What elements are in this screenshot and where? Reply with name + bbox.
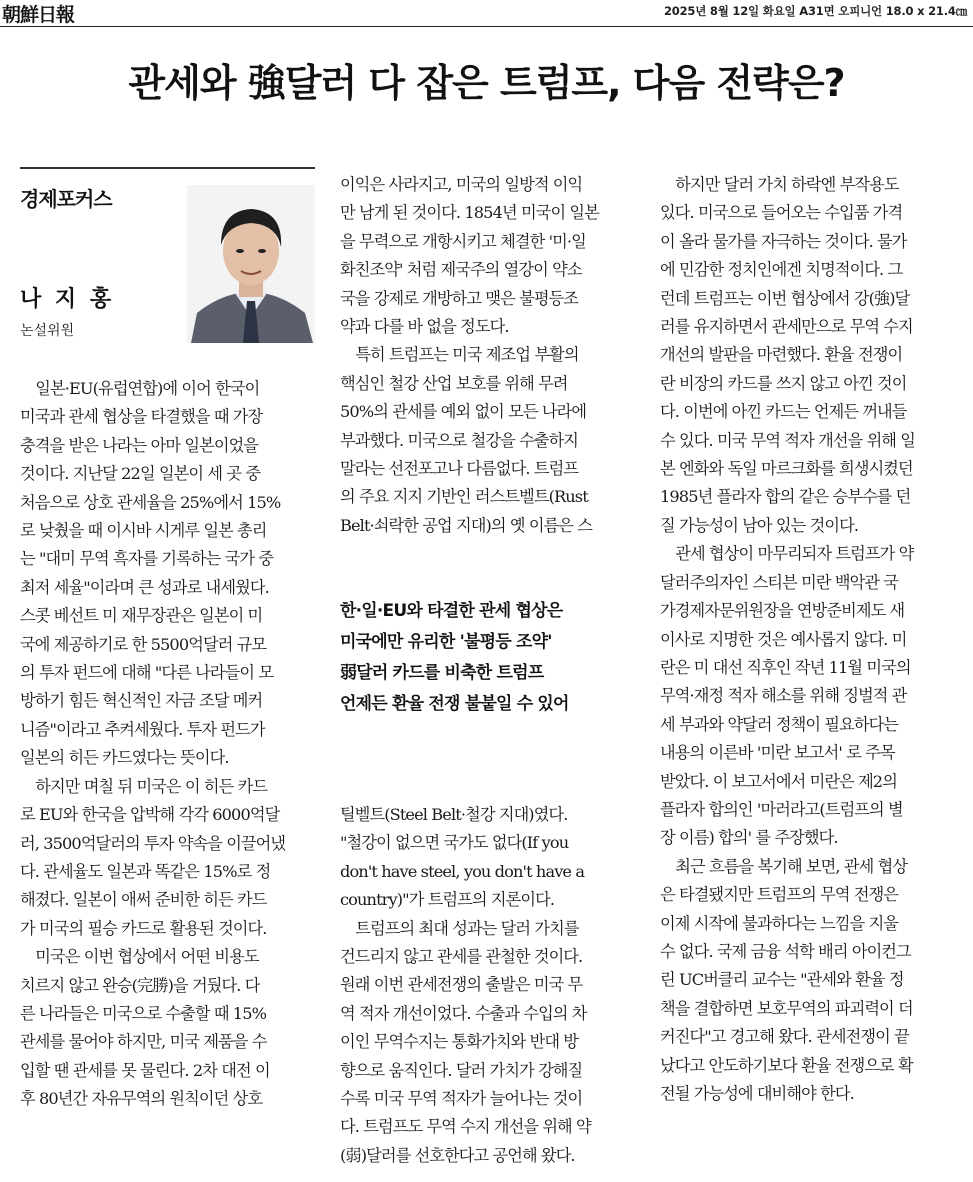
body-line: 역 적자 개선이었다. 수출과 수입의 차 <box>340 1003 587 1023</box>
body-line: 전될 가능성에 대비해야 한다. <box>660 1084 854 1103</box>
body-line: 이제 시작에 불과하다는 느낌을 지울 <box>660 913 899 933</box>
body-line: 방하기 힘든 혁신적인 자금 조달 메커 <box>20 691 263 711</box>
author-title: 논설위원 <box>20 323 75 339</box>
body-line: 가경제자문위원장을 연방준비제도 새 <box>660 601 905 621</box>
body-line: 니즘"이라고 추켜세웠다. 투자 펀드가 <box>20 719 265 739</box>
body-line: 하지만 달러 가치 하락엔 부작용도 <box>660 175 899 194</box>
body-line: country)"가 트럼프의 지론이다. <box>340 890 555 910</box>
body-line: (弱)달러를 선호한다고 공언해 왔다. <box>340 1145 575 1165</box>
body-line: 향으로 움직인다. 달러 가치가 강해질 <box>340 1060 583 1080</box>
body-line: 약과 다를 바 없을 정도다. <box>340 317 509 337</box>
body-line: 부과했다. 미국으로 철강을 수출하지 <box>340 430 579 450</box>
dateline: 2025년 8월 12일 화요일 A31면 오피니언 18.0 x 21.4㎝ <box>663 4 967 18</box>
body-line: 로 낮췄을 때 이시바 시게루 일본 총리 <box>20 521 267 541</box>
body-line: 수 없다. 국제 금융 석학 배리 아이컨그 <box>660 941 911 961</box>
body-line: 일본의 히든 카드였다는 뜻이다. <box>20 748 229 768</box>
body-line: 책을 결합하면 보호무역의 파괴력이 더 <box>660 998 913 1018</box>
body-line: 났다고 안도하기보다 환율 전쟁으로 확 <box>660 1055 913 1075</box>
body-line: 질 가능성이 남아 있는 것이다. <box>660 515 859 535</box>
body-line: 특히 트럼프는 미국 제조업 부활의 <box>340 345 579 365</box>
body-line: 다. 트럼프도 무역 수지 개선을 위해 약 <box>340 1117 591 1137</box>
body-line: 내용의 이른바 '미란 보고서' 로 주목 <box>660 743 895 763</box>
body-line: 미국과 관세 협상을 타결했을 때 가장 <box>20 407 263 427</box>
body-line: 런데 트럼프는 이번 협상에서 강(強)달 <box>660 288 910 308</box>
body-line: 다. 이번에 아낀 카드는 언제든 꺼내들 <box>660 402 907 422</box>
body-line: 말라는 선전포고나 다름없다. 트럼프 <box>340 459 579 479</box>
article-column-2 <box>340 171 640 540</box>
body-line: 화친조약' 처럼 제국주의 열강이 약소 <box>340 260 582 280</box>
body-line: Belt·쇠락한 공업 지대)의 옛 이름은 스 <box>340 515 593 535</box>
headline: 관세와 強달러 다 잡은 트럼프, 다음 전략은? <box>128 61 845 105</box>
body-line: 것이다. 지난달 22일 일본이 세 곳 중 <box>20 464 261 484</box>
body-line: 로 EU와 한국을 압박해 각각 6000억달 <box>20 805 280 825</box>
body-line: 세 부과와 약달러 정책이 필요하다는 <box>660 714 899 734</box>
body-line: 처음으로 상호 관세율을 25%에서 15% <box>20 492 281 512</box>
body-line: 해졌다. 일본이 애써 준비한 히든 카드 <box>20 890 267 910</box>
body-line: 란은 미 대선 직후인 작년 11월 미국의 <box>660 657 911 677</box>
body-line: 이인 무역수지는 통화가치와 반대 방 <box>340 1032 579 1052</box>
body-line: 이 올라 물가를 자극하는 것이다. 물가 <box>660 231 907 251</box>
body-line: 수록 미국 무역 적자가 늘어나는 것이 <box>340 1089 583 1109</box>
body-line: 입할 땐 관세를 못 물린다. 2차 대전 이 <box>20 1060 270 1080</box>
newspaper-logo: 朝鮮日報 <box>2 4 75 26</box>
author-name: 나 지 홍 <box>20 287 115 312</box>
body-line: 가 미국의 필승 카드로 활용된 것이다. <box>20 918 267 938</box>
body-line: 을 무력으로 개항시키고 체결한 '미·일 <box>340 231 586 251</box>
body-line: 이익은 사라지고, 미국의 일방적 이익 <box>340 175 583 194</box>
body-line: 스콧 베선트 미 재무장관은 일본이 미 <box>20 606 263 626</box>
body-line: 달러주의자인 스티븐 미란 백악관 국 <box>660 572 899 592</box>
pull-quote-line: 미국에만 유리한 '불평등 조약' <box>340 632 552 652</box>
body-line: 충격을 받은 나라는 아마 일본이었을 <box>20 435 259 455</box>
body-line: 관세 협상이 마무리되자 트럼프가 약 <box>660 544 914 564</box>
body-line: 핵심인 철강 산업 보호를 위해 무려 <box>340 373 568 393</box>
body-line: 본 엔화와 독일 마르크화를 희생시켰던 <box>660 459 913 479</box>
body-line: 은 타결됐지만 트럼프의 무역 전쟁은 <box>660 885 899 905</box>
body-line: 른 나라들은 미국으로 수출할 때 15% <box>20 1003 267 1023</box>
body-line: 트럼프의 최대 성과는 달러 가치를 <box>340 918 579 938</box>
author-photo <box>187 185 315 343</box>
body-line: 일본·EU(유럽연합)에 이어 한국이 <box>20 379 260 398</box>
article-column-2-continued <box>340 801 640 1170</box>
article-column-3 <box>660 171 960 1108</box>
pull-quote-line: 弱달러 카드를 비축한 트럼프 <box>340 663 544 683</box>
pull-quote <box>340 596 640 720</box>
body-line: 틸벨트(Steel Belt·철강 지대)였다. <box>340 805 568 824</box>
body-line: 커진다"고 경고해 왔다. 관세전쟁이 끝 <box>660 1027 909 1047</box>
body-line: 의 주요 지지 기반인 러스트벨트(Rust <box>340 487 588 507</box>
body-line: 러를 유지하면서 관세만으로 무역 수지 <box>660 317 913 337</box>
body-line: 만 남게 된 것이다. 1854년 미국이 일본 <box>340 203 599 223</box>
column-name: 경제포커스 <box>20 187 112 211</box>
body-line: 관세를 물어야 하지만, 미국 제품을 수 <box>20 1032 267 1052</box>
body-line: 건드리지 않고 관세를 관철한 것이다. <box>340 947 583 967</box>
body-line: 받았다. 이 보고서에서 미란은 제2의 <box>660 771 897 791</box>
article-column-1 <box>20 375 320 1114</box>
body-line: 국에 제공하기로 한 5500억달러 규모 <box>20 634 267 654</box>
body-line: 이사로 지명한 것은 예사롭지 않다. 미 <box>660 629 907 649</box>
body-line: 플라자 합의인 '마러라고(트럼프의 별 <box>660 799 903 819</box>
masthead <box>0 0 973 27</box>
author-portrait-icon <box>187 185 315 343</box>
body-line: 국을 강제로 개방하고 맺은 불평등조 <box>340 288 579 308</box>
body-line: 미국은 이번 협상에서 어떤 비용도 <box>20 947 259 967</box>
body-line: 린 UC버클리 교수는 "관세와 환율 정 <box>660 970 904 990</box>
body-line: 무역·재정 적자 해소를 위해 징벌적 관 <box>660 686 907 706</box>
body-line: 는 "대미 무역 흑자를 기록하는 국가 중 <box>20 549 274 569</box>
body-line: don't have steel, you don't have a <box>340 861 585 881</box>
body-line: 개선의 발판을 마련했다. 환율 전쟁이 <box>660 345 903 365</box>
body-line: 장 이름) 합의' 를 주장했다. <box>660 828 838 848</box>
body-line: 란 비장의 카드를 쓰지 않고 아낀 것이 <box>660 373 907 393</box>
pull-quote-line: 언제든 환율 전쟁 불붙일 수 있어 <box>340 694 569 714</box>
body-line: 의 투자 펀드에 대해 "다른 나라들이 모 <box>20 663 274 683</box>
body-line: 최근 흐름을 복기해 보면, 관세 협상 <box>660 856 908 876</box>
body-line: 후 80년간 자유무역의 원칙이던 상호 <box>20 1089 263 1109</box>
body-line: 원래 이번 관세전쟁의 출발은 미국 무 <box>340 975 583 995</box>
body-line: 에 민감한 정치인에겐 치명적이다. 그 <box>660 260 903 280</box>
body-line: 수 있다. 미국 무역 적자 개선을 위해 일 <box>660 430 916 450</box>
pull-quote-line: 한·일·EU와 타결한 관세 협상은 <box>340 601 563 621</box>
body-line: 러, 3500억달러의 투자 약속을 이끌어냈 <box>20 833 286 853</box>
column-rule <box>20 167 315 169</box>
body-line: 50%의 관세를 예외 없이 모든 나라에 <box>340 402 587 422</box>
body-line: 있다. 미국으로 들어오는 수입품 가격 <box>660 203 903 223</box>
body-line: 1985년 플라자 합의 같은 승부수를 던 <box>660 487 911 507</box>
body-line: 최저 세율"이라며 큰 성과로 내세웠다. <box>20 577 269 597</box>
body-line: 다. 관세율도 일본과 똑같은 15%로 정 <box>20 861 271 881</box>
body-line: 치르지 않고 완승(完勝)을 거뒀다. 다 <box>20 975 260 995</box>
body-line: 하지만 며칠 뒤 미국은 이 히든 카드 <box>20 776 268 796</box>
body-line: "철강이 없으면 국가도 없다(If you <box>340 833 569 853</box>
